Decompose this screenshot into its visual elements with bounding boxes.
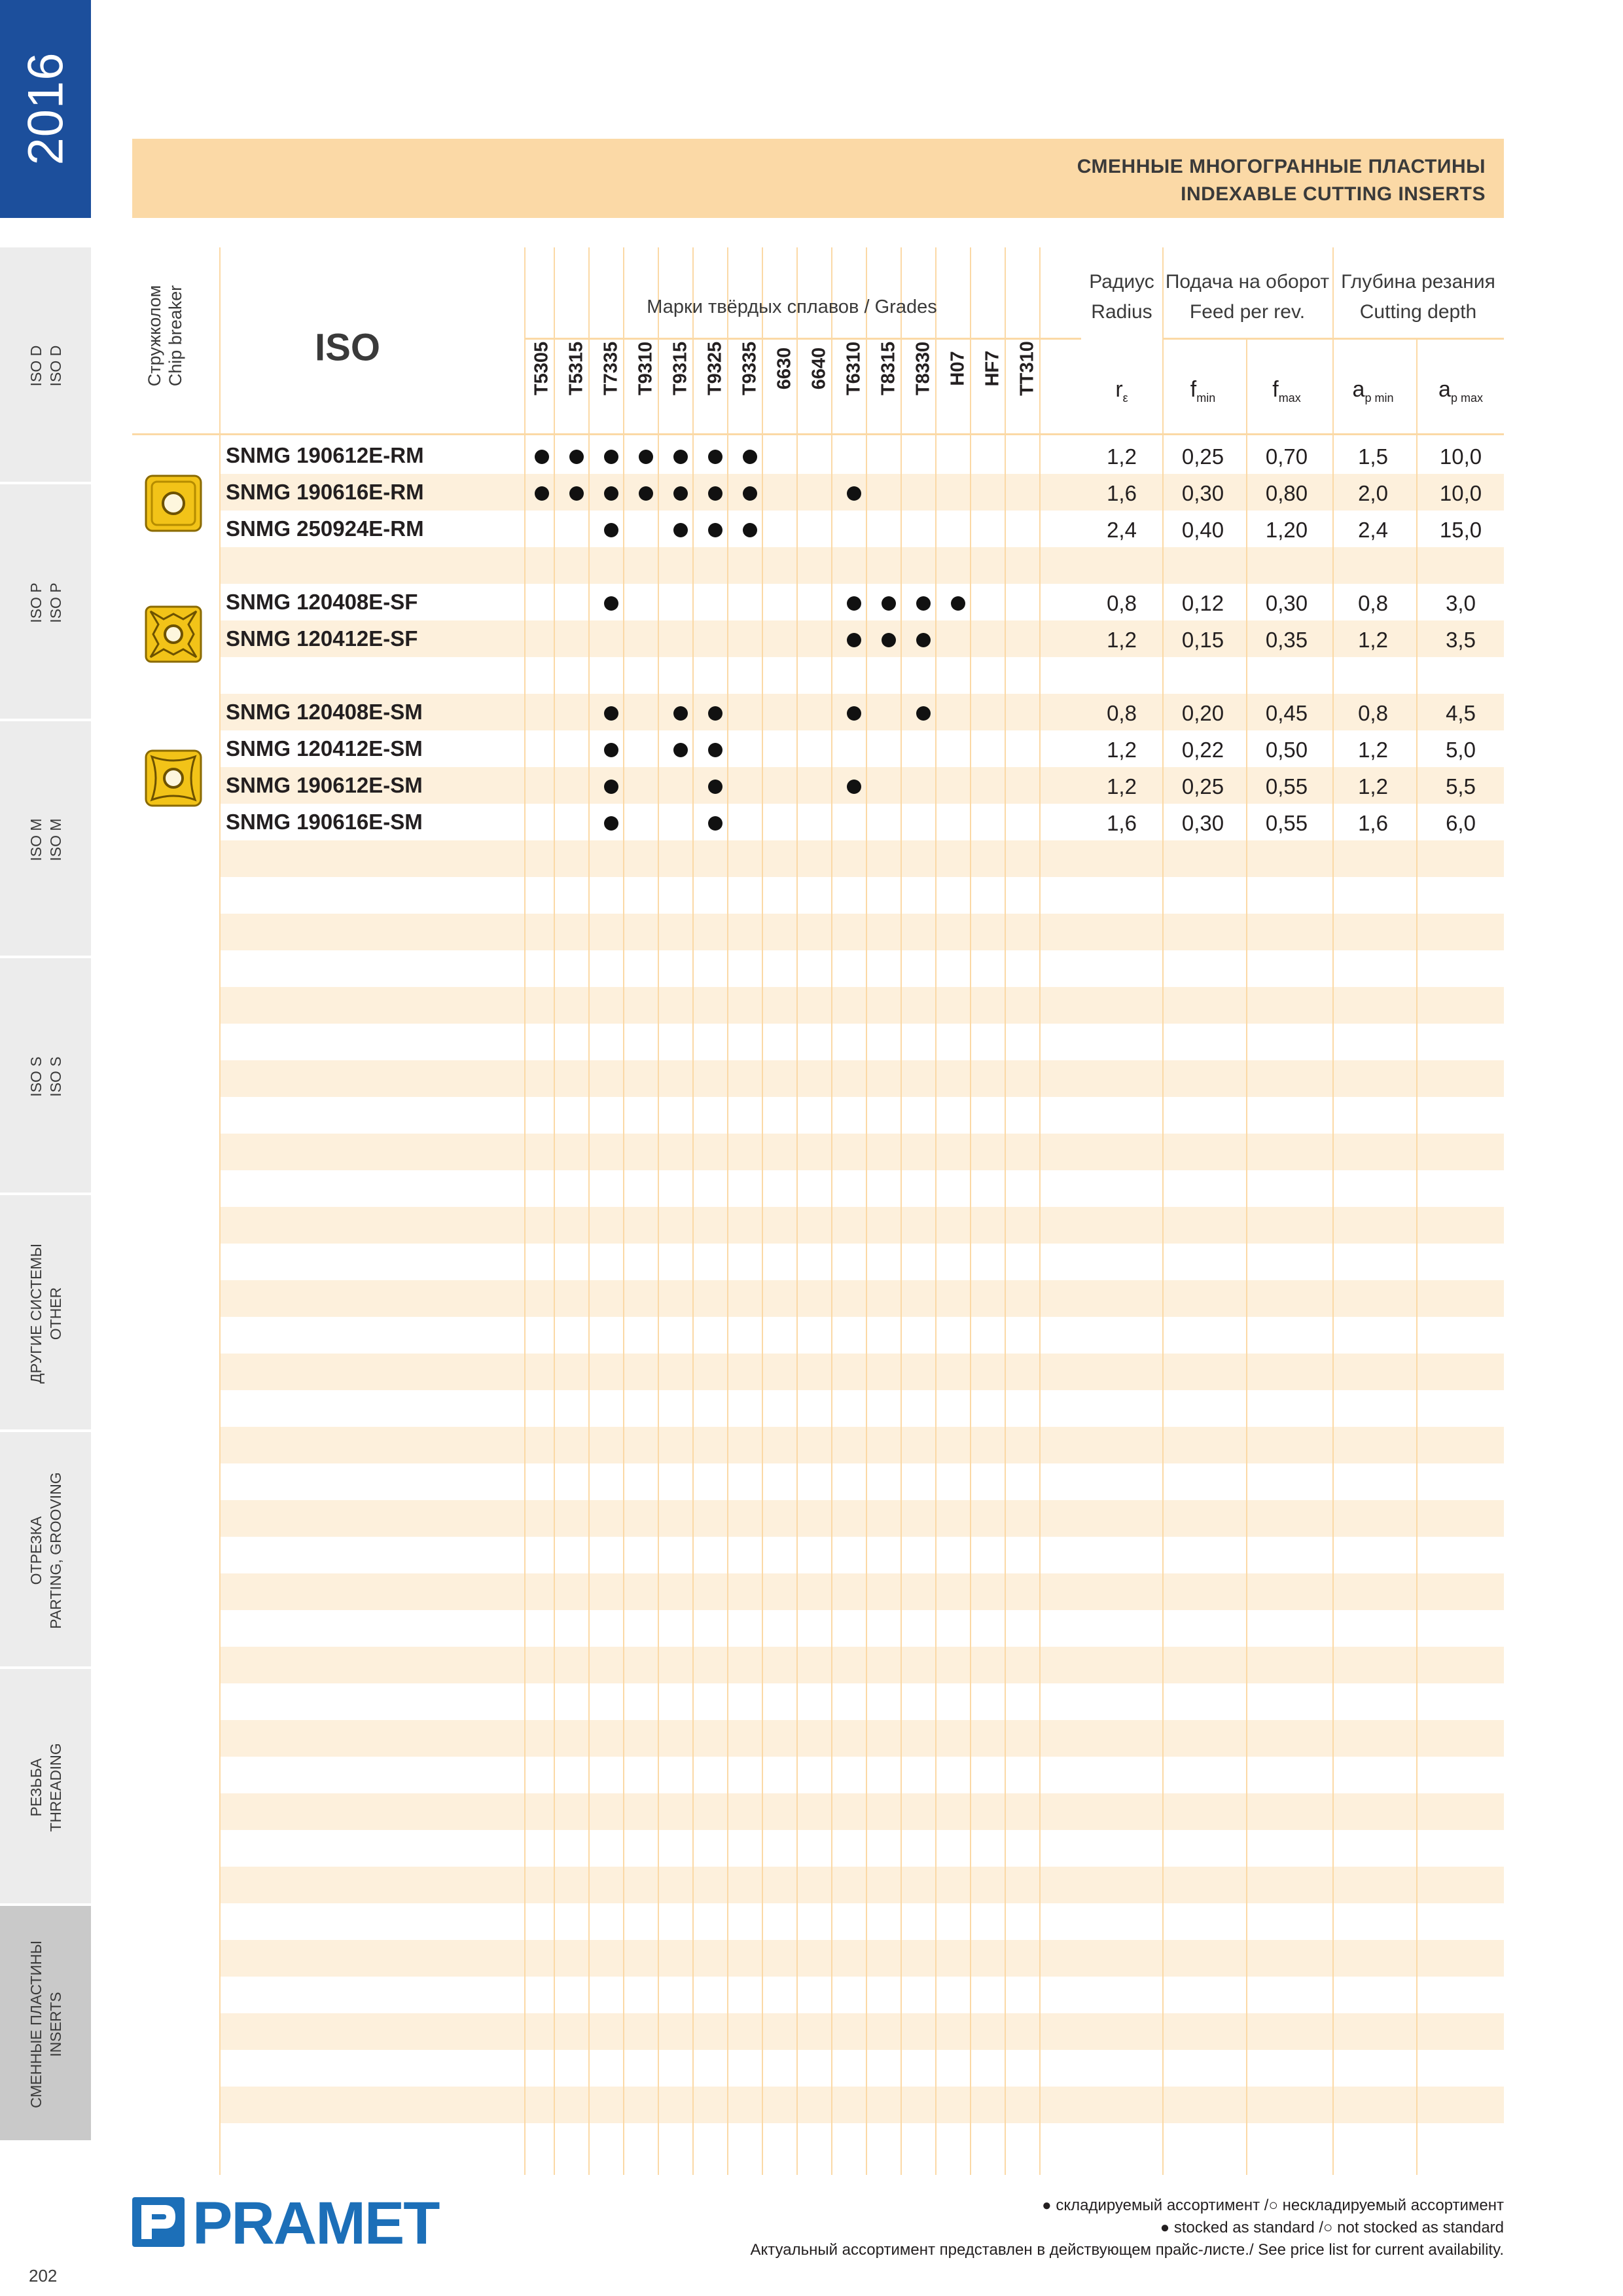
- param-value: 0,35: [1265, 628, 1308, 652]
- param-value: 1,6: [1358, 811, 1388, 835]
- stocked-dot-icon: [604, 450, 618, 464]
- param-value: 0,40: [1181, 518, 1224, 542]
- stocked-dot-icon: [604, 816, 618, 831]
- stocked-dot-icon: [535, 486, 549, 501]
- grade-code-t8330: T8330: [912, 341, 933, 396]
- stocked-dot-icon: [743, 486, 757, 501]
- stocked-dot-icon: [916, 633, 931, 647]
- table-vline: [623, 247, 624, 2175]
- insert-code: SNMG 190612E-SM: [226, 773, 423, 797]
- radius-header-en: Radius: [1091, 301, 1152, 323]
- param-value: 2,4: [1107, 518, 1137, 542]
- availability-note: Актуальный ассортимент представлен в действующем прайс-листе./ See price list for current availability.: [750, 2241, 1504, 2259]
- param-value: 10,0: [1439, 481, 1482, 505]
- table-vline: [588, 247, 590, 2175]
- param-value: 5,5: [1446, 774, 1476, 798]
- stocked-dot-icon: [847, 706, 861, 721]
- depth-header: [1332, 267, 1504, 327]
- grade-code-h07: H07: [947, 351, 968, 386]
- stocked-dot-icon: [847, 486, 861, 501]
- param-symbol: [1438, 377, 1483, 405]
- stocked-dot-icon: [951, 596, 965, 611]
- param-symbol-main: a: [1352, 377, 1365, 402]
- insert-sf-icon: [144, 605, 203, 664]
- stocked-dot-icon: [916, 596, 931, 611]
- stocked-dot-icon: [535, 450, 549, 464]
- table-vline: [762, 247, 763, 2175]
- side-tab-3[interactable]: [0, 721, 91, 958]
- stocked-dot-icon: [604, 486, 618, 501]
- param-symbol-sub: max: [1278, 391, 1301, 404]
- table-stripe: [219, 1573, 1504, 1610]
- insert-code: SNMG 120408E-SF: [226, 590, 418, 614]
- param-value: 0,20: [1181, 701, 1224, 725]
- stocked-dot-icon: [673, 706, 688, 721]
- side-tab-text: ISO S: [27, 1056, 45, 1097]
- side-tab-text: ISO M: [47, 818, 64, 861]
- side-tab-label: [26, 965, 65, 1188]
- table-vline: [1332, 247, 1334, 2175]
- param-value: 1,6: [1107, 481, 1137, 505]
- table-vline: [1416, 338, 1418, 2175]
- table-stripe: [219, 1280, 1504, 1317]
- table-stripe: [219, 2013, 1504, 2050]
- side-tab-2[interactable]: [0, 484, 91, 721]
- param-symbol: [1353, 377, 1394, 405]
- stocked-dot-icon: [708, 816, 722, 831]
- param-value: 1,2: [1107, 774, 1137, 798]
- param-value: 1,5: [1358, 444, 1388, 469]
- grade-code-t5305: T5305: [531, 341, 552, 396]
- table-vline: [901, 247, 902, 2175]
- table-vline: [524, 247, 526, 2175]
- table-vline: [658, 247, 659, 2175]
- table-stripe: [219, 1500, 1504, 1537]
- side-tab-text: РЕЗЬБА: [27, 1758, 45, 1817]
- stocked-dot-icon: [639, 486, 653, 501]
- table-vline: [1246, 338, 1247, 2175]
- param-symbol-sub: ε: [1122, 391, 1128, 404]
- table-stripe: [219, 1427, 1504, 1463]
- param-value: 1,20: [1265, 518, 1308, 542]
- param-value: 0,25: [1181, 444, 1224, 469]
- chipbreaker-header-en: Chip breaker: [166, 285, 185, 387]
- param-value: 0,55: [1265, 774, 1308, 798]
- year-label: 2016: [18, 52, 74, 166]
- side-tab-text: OTHER: [47, 1287, 64, 1340]
- param-value: 0,50: [1265, 738, 1308, 762]
- feed-header-en: Feed per rev.: [1189, 301, 1306, 323]
- legend-en: ● stocked as standard /○ not stocked as standard: [1160, 2219, 1504, 2236]
- insert-code: SNMG 190612E-RM: [226, 443, 424, 467]
- table-stripe: [219, 547, 1504, 584]
- table-stripe: [219, 1354, 1504, 1390]
- side-tab-6[interactable]: [0, 1432, 91, 1669]
- table-hline: [524, 338, 1081, 340]
- radius-header-ru: Радиус: [1089, 271, 1154, 293]
- param-value: 1,2: [1358, 628, 1388, 652]
- param-value: 0,22: [1181, 738, 1224, 762]
- grade-code-t8315: T8315: [878, 341, 899, 396]
- pramet-logo: [132, 2190, 439, 2257]
- param-value: 3,0: [1446, 591, 1476, 615]
- param-symbol-sub: p min: [1364, 391, 1394, 404]
- table-hline: [1162, 338, 1504, 340]
- param-value: 6,0: [1446, 811, 1476, 835]
- grade-code-6640: 6640: [808, 347, 829, 390]
- insert-sm-icon: [144, 749, 203, 808]
- stocked-dot-icon: [673, 523, 688, 537]
- stocked-dot-icon: [847, 596, 861, 611]
- param-value: 1,2: [1358, 774, 1388, 798]
- table-stripe: [219, 987, 1504, 1024]
- side-tab-text: ОТРЕЗКА: [27, 1516, 45, 1585]
- stocked-dot-icon: [708, 780, 722, 794]
- feed-header-ru: Подача на оборот: [1165, 271, 1330, 293]
- table-vline: [219, 247, 221, 2175]
- chipbreaker-header: [144, 285, 186, 387]
- table-vline: [727, 247, 728, 2175]
- iso-header: ISO: [315, 326, 380, 369]
- table-stripe: [219, 1207, 1504, 1244]
- grade-code-tt310: TT310: [1016, 341, 1037, 396]
- stocked-dot-icon: [604, 523, 618, 537]
- side-tab-8[interactable]: [0, 1906, 91, 2143]
- stocked-dot-icon: [673, 743, 688, 757]
- table-stripe: [219, 1793, 1504, 1830]
- table-stripe: [219, 1134, 1504, 1170]
- year-tab: [0, 0, 91, 218]
- pramet-logo-mark-icon: [132, 2197, 185, 2247]
- table-stripe: [219, 840, 1504, 877]
- side-tab-text: ISO M: [27, 818, 45, 861]
- depth-header-en: Cutting depth: [1359, 301, 1477, 323]
- page-number: 202: [29, 2266, 58, 2286]
- param-symbol-sub: p max: [1450, 391, 1483, 404]
- side-tab-text: THREADING: [47, 1743, 64, 1832]
- grade-code-t7335: T7335: [600, 341, 621, 396]
- header-title-ru: СМЕННЫЕ МНОГОГРАННЫЕ ПЛАСТИНЫ: [1077, 156, 1486, 177]
- side-tab-text: ISO P: [47, 583, 64, 623]
- chipbreaker-header-ru: Стружколом: [145, 285, 164, 387]
- header-title-en: INDEXABLE CUTTING INSERTS: [1181, 183, 1486, 205]
- param-value: 0,55: [1265, 811, 1308, 835]
- param-symbol-sub: min: [1196, 391, 1216, 404]
- table-stripe: [219, 914, 1504, 950]
- side-tab-label: [26, 1913, 65, 2136]
- param-value: 2,4: [1358, 518, 1388, 542]
- table-vline: [1005, 247, 1006, 2175]
- stocked-dot-icon: [882, 596, 896, 611]
- table-vline: [1162, 247, 1164, 2175]
- side-tab-text: ISO D: [47, 345, 64, 387]
- table-stripe: [219, 1867, 1504, 1903]
- insert-code: SNMG 120412E-SM: [226, 736, 423, 761]
- stocked-dot-icon: [882, 633, 896, 647]
- inserts-table: [132, 247, 1504, 2175]
- param-symbol-main: r: [1115, 377, 1123, 402]
- table-hline: [132, 433, 1504, 435]
- stocked-dot-icon: [708, 450, 722, 464]
- param-value: 0,30: [1181, 481, 1224, 505]
- pramet-logo-text: PRAMET: [192, 2190, 439, 2257]
- stocked-dot-icon: [708, 523, 722, 537]
- insert-code: SNMG 120408E-SM: [226, 700, 423, 724]
- param-value: 0,8: [1107, 701, 1137, 725]
- stocked-dot-icon: [708, 486, 722, 501]
- param-symbol: [1115, 377, 1128, 405]
- param-value: 0,8: [1358, 701, 1388, 725]
- param-value: 1,2: [1107, 628, 1137, 652]
- depth-header-ru: Глубина резания: [1341, 271, 1495, 293]
- table-vline: [866, 247, 867, 2175]
- table-vline: [692, 247, 694, 2175]
- param-value: 0,80: [1265, 481, 1308, 505]
- grade-code-6630: 6630: [774, 347, 794, 390]
- param-value: 0,8: [1358, 591, 1388, 615]
- stocked-dot-icon: [604, 596, 618, 611]
- side-tab-label: [26, 1439, 65, 1662]
- stocked-dot-icon: [673, 486, 688, 501]
- legend-ru: ● складируемый ассортимент /○ нескладируемый ассортимент: [1042, 2197, 1504, 2214]
- stocked-dot-icon: [743, 450, 757, 464]
- param-value: 1,2: [1358, 738, 1388, 762]
- side-tab-text: INSERTS: [47, 1992, 64, 2057]
- param-symbol: [1272, 377, 1300, 405]
- radius-header: [1081, 267, 1162, 327]
- feed-header: [1162, 267, 1332, 327]
- grade-code-t6310: T6310: [843, 341, 864, 396]
- grade-code-t9335: T9335: [739, 341, 760, 396]
- side-tab-4[interactable]: [0, 958, 91, 1195]
- side-tab-7[interactable]: [0, 1669, 91, 1906]
- stocked-dot-icon: [847, 633, 861, 647]
- stocked-dot-icon: [604, 780, 618, 794]
- table-vline: [796, 247, 798, 2175]
- param-symbol-main: f: [1272, 377, 1279, 402]
- table-stripe: [219, 1940, 1504, 1977]
- param-value: 0,25: [1181, 774, 1224, 798]
- param-value: 15,0: [1439, 518, 1482, 542]
- param-value: 1,2: [1107, 444, 1137, 469]
- param-value: 5,0: [1446, 738, 1476, 762]
- side-tab-label: [26, 728, 65, 951]
- insert-code: SNMG 120412E-SF: [226, 626, 418, 651]
- stocked-dot-icon: [604, 743, 618, 757]
- param-value: 3,5: [1446, 628, 1476, 652]
- param-value: 0,15: [1181, 628, 1224, 652]
- table-vline: [554, 247, 555, 2175]
- param-symbol: [1190, 377, 1215, 405]
- grades-header: Марки твёрдых сплавов / Grades: [647, 296, 937, 317]
- side-tab-text: ISO P: [27, 583, 45, 623]
- grade-code-t9310: T9310: [635, 341, 656, 396]
- table-stripe: [219, 1720, 1504, 1757]
- stocked-dot-icon: [569, 486, 584, 501]
- side-tab-label: [26, 1676, 65, 1899]
- param-value: 10,0: [1439, 444, 1482, 469]
- side-tab-text: PARTING, GROOVING: [47, 1472, 64, 1629]
- header-band: [132, 139, 1504, 218]
- table-vline: [935, 247, 936, 2175]
- side-tab-text: ISO D: [27, 345, 45, 387]
- side-tab-label: [26, 492, 65, 714]
- table-stripe: [219, 1647, 1504, 1683]
- insert-rm-icon: [144, 474, 203, 533]
- stocked-dot-icon: [673, 450, 688, 464]
- side-tab-1[interactable]: [0, 247, 91, 484]
- param-symbol-main: f: [1190, 377, 1197, 402]
- stocked-dot-icon: [639, 450, 653, 464]
- param-value: 0,12: [1181, 591, 1224, 615]
- grade-code-t5315: T5315: [565, 341, 586, 396]
- param-value: 0,70: [1265, 444, 1308, 469]
- table-stripe: [219, 1060, 1504, 1097]
- param-value: 2,0: [1358, 481, 1388, 505]
- table-stripe: [219, 2087, 1504, 2123]
- stocked-dot-icon: [569, 450, 584, 464]
- stocked-dot-icon: [604, 706, 618, 721]
- side-tab-text: ДРУГИЕ СИСТЕМЫ: [27, 1244, 45, 1384]
- stocked-dot-icon: [708, 706, 722, 721]
- insert-code: SNMG 190616E-SM: [226, 810, 423, 834]
- grade-code-t9315: T9315: [669, 341, 690, 396]
- param-value: 1,2: [1107, 738, 1137, 762]
- side-tab-5[interactable]: [0, 1195, 91, 1432]
- grade-code-hf7: HF7: [982, 350, 1003, 387]
- param-value: 4,5: [1446, 701, 1476, 725]
- stocked-dot-icon: [916, 706, 931, 721]
- side-tab-text: ISO S: [47, 1056, 64, 1097]
- param-value: 0,45: [1265, 701, 1308, 725]
- table-vline: [831, 247, 832, 2175]
- stocked-dot-icon: [708, 743, 722, 757]
- param-value: 0,30: [1265, 591, 1308, 615]
- table-vline: [970, 247, 971, 2175]
- insert-code: SNMG 190616E-RM: [226, 480, 424, 504]
- param-value: 0,30: [1181, 811, 1224, 835]
- insert-code: SNMG 250924E-RM: [226, 516, 424, 541]
- param-symbol-main: a: [1438, 377, 1451, 402]
- stocked-dot-icon: [847, 780, 861, 794]
- side-tab-label: [26, 255, 65, 477]
- side-tab-label: [26, 1202, 65, 1425]
- side-tab-text: СМЕННЫЕ ПЛАСТИНЫ: [27, 1940, 45, 2109]
- param-value: 1,6: [1107, 811, 1137, 835]
- grade-code-t9325: T9325: [704, 341, 725, 396]
- stocked-dot-icon: [743, 523, 757, 537]
- param-value: 0,8: [1107, 591, 1137, 615]
- table-vline: [1039, 247, 1041, 2175]
